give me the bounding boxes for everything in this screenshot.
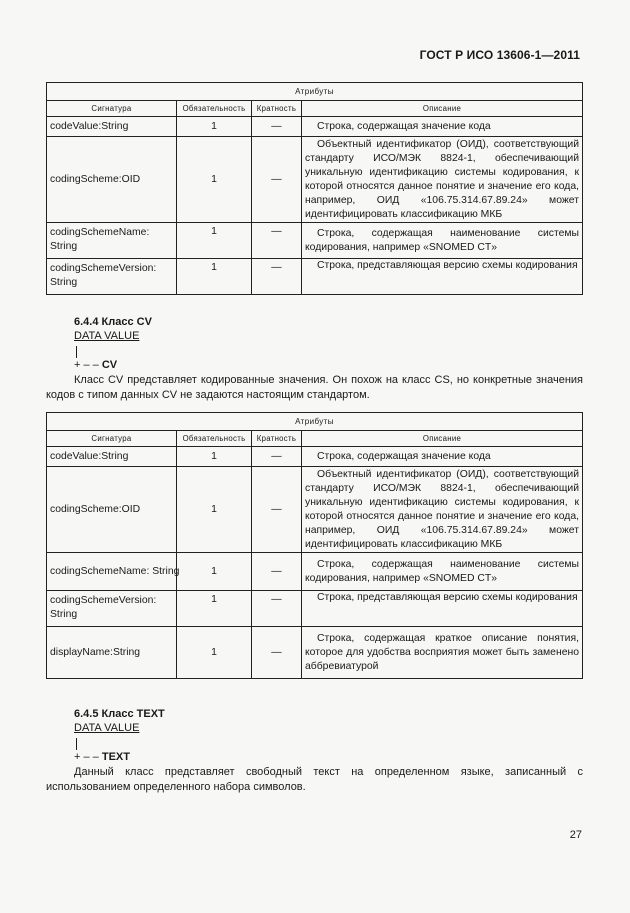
mandatory-cell: 1 <box>177 467 252 553</box>
child-class-label <box>74 359 117 371</box>
table-row <box>47 627 583 679</box>
inheritance-line <box>76 738 77 750</box>
cardinality-cell: — <box>252 259 302 295</box>
cardinality-cell: — <box>252 553 302 591</box>
column-header-mandatory: Обязательность <box>177 101 252 117</box>
section-heading-text: 6.4.5 Класс TEXT <box>74 708 165 720</box>
description-cell: Объектный идентификатор (ОИД), соответствующий стандарту ИСО/МЭК 8824-1, обеспечивающий уникальную идентификацию системы кодирования, к которой относятся данное понятие и значение его кода, например, ОИД «106.75.314.67.89.24» может идентифицировать классификацию МКБ <box>302 137 583 223</box>
signature-cell: codingScheme:OID <box>47 467 177 553</box>
table-row <box>47 117 583 137</box>
signature-cell: codingSchemeVersion: String <box>47 259 177 295</box>
paragraph: Класс CV представляет кодированные значения. Он похож на класс CS, но конкретные значения кодов с типом данных CV не задаются настоящим стандартом. <box>46 374 583 401</box>
signature-cell: codingSchemeVersion: String <box>47 591 177 627</box>
table-row <box>47 137 583 223</box>
child-class-prefix: + – – <box>74 751 99 763</box>
mandatory-cell: 1 <box>177 591 252 627</box>
description-cell: Строка, содержащая значение кода <box>302 117 583 137</box>
column-header-cardinality: Кратность <box>252 101 302 117</box>
cardinality-cell: — <box>252 591 302 627</box>
description-cell: Объектный идентификатор (ОИД), соответствующий стандарту ИСО/МЭК 8824-1, обеспечивающий уникальную идентификацию системы кодирования, к которой относятся данное понятие и значение его кода, например, ОИД «106.75.314.67.89.24» может идентифицировать классификацию МКБ <box>302 467 583 553</box>
cardinality-cell: — <box>252 467 302 553</box>
child-class-name: TEXT <box>101 751 130 763</box>
description-cell: Строка, содержащая краткое описание понятия, которое для удобства восприятия может быть заменено аббревиатурой <box>302 627 583 679</box>
signature-cell: codingSchemeName: String <box>47 223 177 259</box>
table-row <box>47 223 583 259</box>
inheritance-line <box>76 346 77 358</box>
child-class-prefix: + – – <box>74 359 99 371</box>
description-cell: Строка, представляющая версию схемы кодирования <box>302 591 583 627</box>
table-row <box>47 553 583 591</box>
mandatory-cell: 1 <box>177 223 252 259</box>
description-cell: Строка, содержащая значение кода <box>302 447 583 467</box>
section-heading-cv: 6.4.4 Класс CV <box>74 316 152 328</box>
cardinality-cell: — <box>252 117 302 137</box>
page-number: 27 <box>569 829 582 841</box>
table-caption: Атрибуты <box>47 413 583 431</box>
attributes-table-cs <box>46 82 583 295</box>
cardinality-cell: — <box>252 137 302 223</box>
cardinality-cell: — <box>252 627 302 679</box>
paragraph: Данный класс представляет свободный текст на определенном языке, записанный с использованием определенного набора символов. <box>46 766 583 793</box>
mandatory-cell: 1 <box>177 259 252 295</box>
mandatory-cell: 1 <box>177 553 252 591</box>
cardinality-cell: — <box>252 223 302 259</box>
attributes-table-cv <box>46 412 583 679</box>
column-header-cardinality: Кратность <box>252 431 302 447</box>
parent-class-label: DATA VALUE <box>74 330 140 342</box>
signature-cell: displayName:String <box>47 627 177 679</box>
document-header: ГОСТ Р ИСО 13606-1—2011 <box>419 48 580 62</box>
description-cell: Строка, содержащая наименование системы кодирования, например «SNOMED CT» <box>302 553 583 591</box>
mandatory-cell: 1 <box>177 447 252 467</box>
cardinality-cell: — <box>252 447 302 467</box>
table-row <box>47 467 583 553</box>
mandatory-cell: 1 <box>177 137 252 223</box>
signature-cell: codeValue:String <box>47 117 177 137</box>
signature-cell: codingScheme:OID <box>47 137 177 223</box>
parent-class-label: DATA VALUE <box>74 722 140 734</box>
description-cell: Строка, содержащая наименование системы кодирования, например «SNOMED CT» <box>302 223 583 259</box>
signature-cell: codeValue:String <box>47 447 177 467</box>
table-caption: Атрибуты <box>47 83 583 101</box>
column-header-signature: Сигнатура <box>47 101 177 117</box>
table-row <box>47 447 583 467</box>
mandatory-cell: 1 <box>177 117 252 137</box>
column-header-description: Описание <box>302 431 583 447</box>
column-header-mandatory: Обязательность <box>177 431 252 447</box>
description-cell: Строка, представляющая версию схемы кодирования <box>302 259 583 295</box>
column-header-description: Описание <box>302 101 583 117</box>
signature-cell: codingSchemeName: String <box>47 553 177 591</box>
table-row <box>47 259 583 295</box>
child-class-label <box>74 751 130 763</box>
mandatory-cell: 1 <box>177 627 252 679</box>
child-class-name: CV <box>101 359 118 371</box>
table-row <box>47 591 583 627</box>
column-header-signature: Сигнатура <box>47 431 177 447</box>
